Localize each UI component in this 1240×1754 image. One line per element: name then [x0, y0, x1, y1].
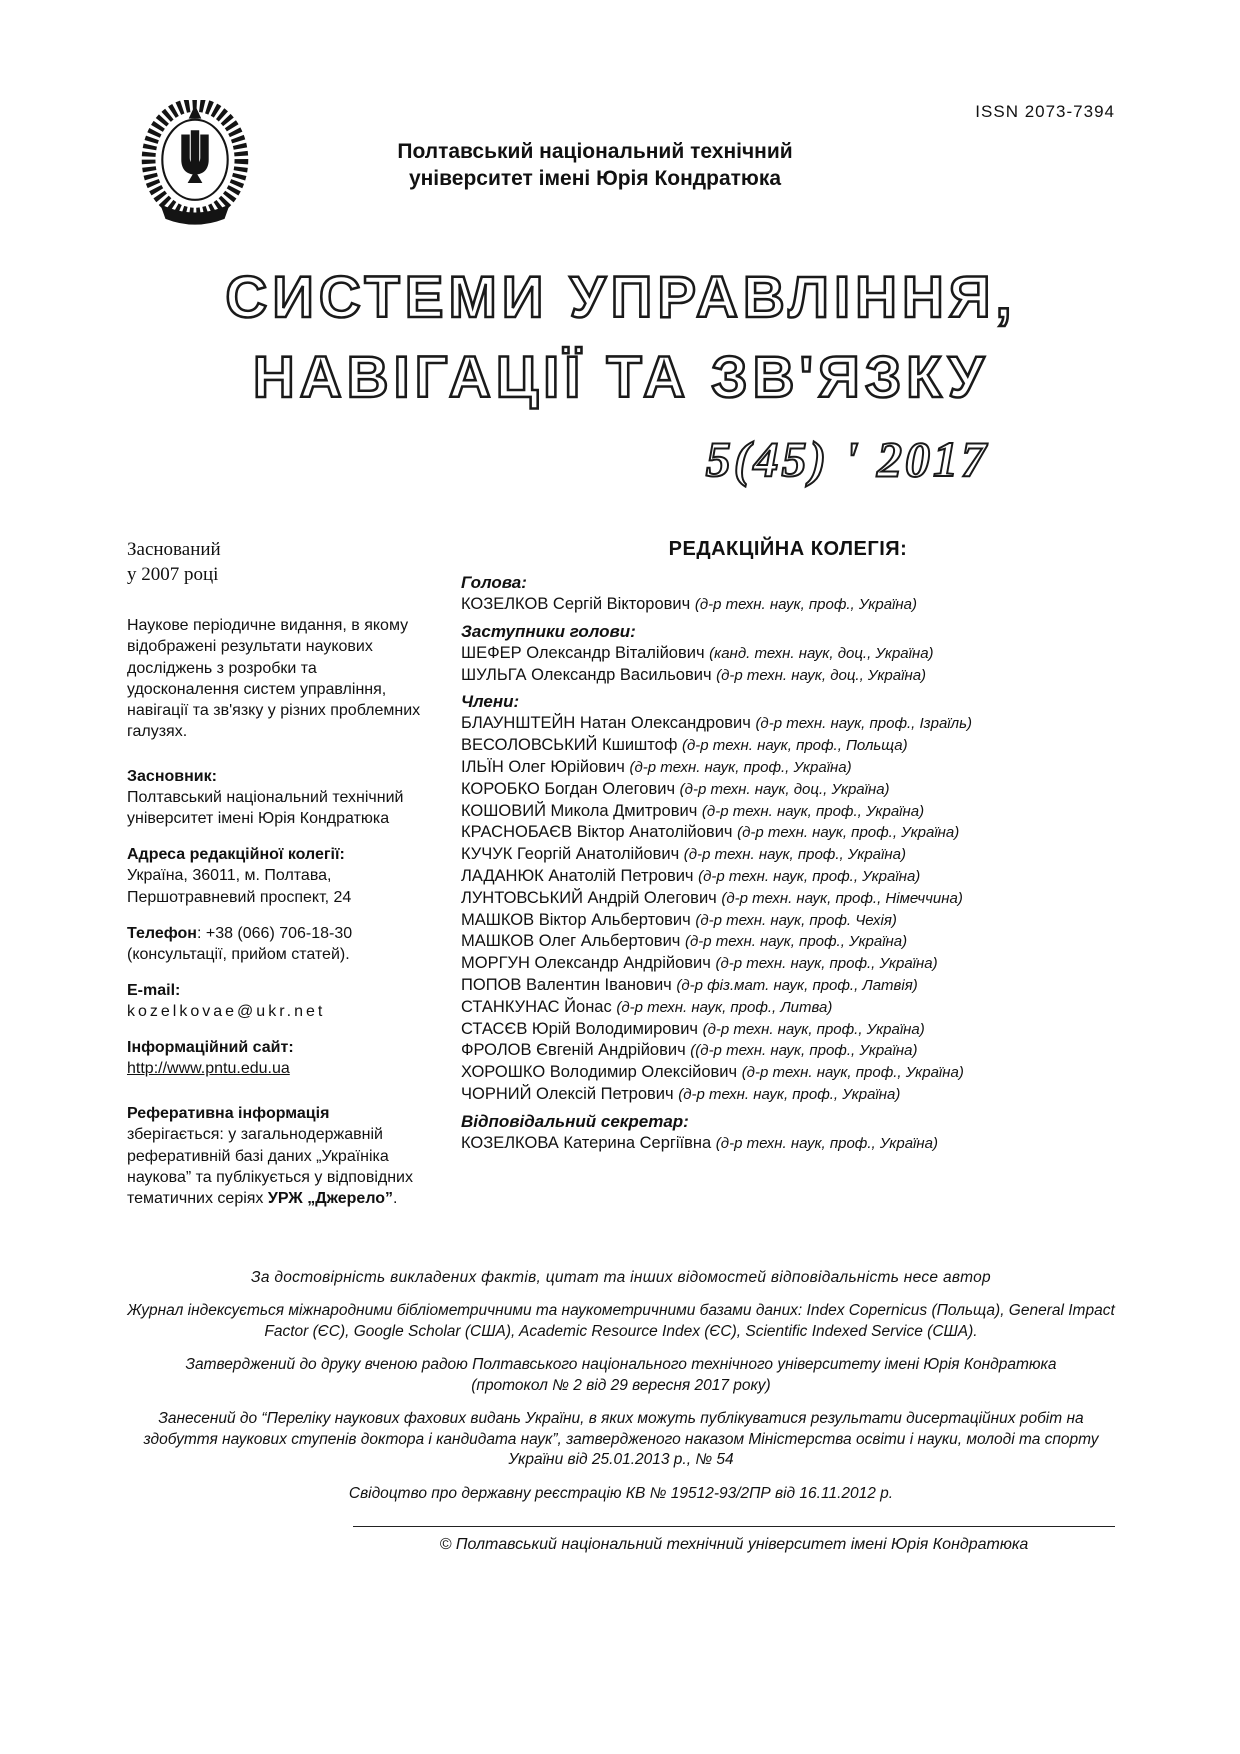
member-info: (д-р техн. наук, проф., Литва): [616, 998, 833, 1016]
member-info: (д-р техн. наук, проф., Німеччина): [721, 889, 963, 907]
member-name: КОЗЕЛКОВ Сергій Вікторович: [461, 595, 691, 613]
member-info: (д-р техн. наук, проф., Україна): [698, 867, 921, 885]
member-info: ((д-р техн. наук, проф., Україна): [690, 1042, 918, 1060]
member-info: (д-р техн. наук, проф., Україна): [737, 824, 960, 842]
board-member: [461, 822, 1115, 844]
member-name: ЛУНТОВСЬКИЙ Андрій Олегович: [461, 888, 717, 907]
member-info: (д-р техн. наук, проф., Польща): [682, 737, 908, 755]
main-columns: [127, 538, 1115, 1224]
member-info: (д-р фіз.мат. наук, проф., Латвія): [676, 976, 918, 994]
member-info: (д-р техн. наук, доц., Україна): [716, 666, 927, 684]
member-name: ШЕФЕР Олександр Віталійович: [461, 643, 705, 662]
founded-line1: Заснований: [127, 539, 221, 560]
university-emblem-icon: [137, 100, 253, 228]
members-label: Члени:: [461, 692, 520, 712]
secretary-label: Відповідальний секретар:: [461, 1111, 689, 1131]
address-text: Україна, 36011, м. Полтава, Першотравневий проспект, 24: [127, 867, 352, 906]
board-member: [461, 866, 1115, 888]
founder-text: Полтавський національний технічний університет імені Юрія Кондратюка: [127, 789, 404, 828]
member-info: (д-р техн. наук, проф., Україна): [678, 1085, 901, 1103]
members-list: [461, 713, 1115, 1105]
phone-note: (консультації, прийом статей).: [127, 945, 350, 963]
member-info: (д-р техн. наук, проф., Україна): [701, 802, 925, 820]
footer: [127, 1268, 1115, 1555]
member-name: МАШКОВ Віктор Альбертович: [461, 910, 691, 929]
member-name: ЧОРНИЙ Олексій Петрович: [461, 1084, 674, 1103]
founder-label: Засновник:: [127, 768, 217, 786]
head-label: Голова:: [461, 573, 527, 592]
member-name: ЛАДАНЮК Анатолій Петрович: [461, 866, 694, 885]
abstract-info-block: [127, 1103, 425, 1209]
left-column: [127, 538, 425, 1224]
editorial-board-heading: РЕДАКЦІЙНА КОЛЕГІЯ:: [668, 538, 908, 560]
board-member: [461, 779, 1115, 801]
member-name: КОРОБКО Богдан Олегович: [461, 779, 676, 798]
member-name: КОЗЕЛКОВА Катерина Сергіївна: [461, 1133, 712, 1152]
address-block: [127, 844, 425, 907]
board-member: [461, 997, 1115, 1019]
website-link[interactable]: http://www.pntu.edu.ua: [127, 1060, 290, 1078]
board-member: [461, 757, 1115, 779]
member-info: (д-р техн. наук, проф., Україна): [702, 1020, 925, 1038]
member-name: ІЛЬЇН Олег Юрійович: [461, 757, 625, 776]
copyright-block: [353, 1526, 1115, 1555]
board-member: [461, 801, 1115, 823]
phone-block: [127, 923, 425, 965]
deputies-list: [461, 643, 1115, 687]
member-info: (д-р техн. наук, проф., Україна): [683, 846, 906, 864]
university-name-line1: Полтавський національний технічний: [397, 140, 793, 163]
board-member: [461, 1062, 1115, 1084]
member-info: (д-р техн. наук, проф., Україна): [715, 1134, 938, 1152]
member-info: (д-р техн. наук, проф., Ізраїль): [755, 715, 972, 733]
member-name: МОРГУН Олександр Андрійович: [461, 954, 711, 973]
member-info: (д-р техн. наук, доц., Україна): [679, 780, 890, 798]
member-info: (д-р техн. наук, проф., Україна): [694, 596, 917, 613]
board-member: [461, 665, 1115, 687]
header: [127, 96, 1115, 538]
member-name: ВЕСОЛОВСЬКИЙ Кшиштоф: [461, 736, 678, 755]
member-name: КУЧУК Георгій Анатолійович: [461, 845, 680, 864]
website-label: Інформаційний сайт:: [127, 1039, 294, 1057]
website-block: [127, 1037, 425, 1079]
phone-label: Телефон: [127, 924, 197, 942]
board-member: [461, 910, 1115, 932]
issn-number: ISSN 2073-7394: [975, 102, 1115, 121]
member-info: (д-р техн. наук, проф., Україна): [715, 955, 938, 973]
member-name: ШУЛЬГА Олександр Васильович: [461, 665, 712, 684]
member-info: (д-р техн. наук, проф. Чехія): [695, 911, 897, 929]
email-block: [127, 980, 425, 1022]
founded-line2: у 2007 році: [127, 563, 219, 585]
university-name: [275, 138, 915, 193]
founder-block: [127, 766, 425, 829]
member-info: (д-р техн. наук, проф., Україна): [684, 933, 908, 951]
abstract-label: Реферативна інформація: [127, 1105, 330, 1123]
member-info: (канд. техн. наук, доц., Україна): [709, 644, 934, 662]
board-member: [461, 1040, 1115, 1062]
board-member: [461, 1019, 1115, 1041]
member-name: ФРОЛОВ Євгеній Андрійович: [461, 1041, 686, 1060]
member-name: КРАСНОБАЄВ Віктор Анатолійович: [461, 823, 733, 842]
board-member: [461, 594, 1115, 616]
board-member: [461, 1133, 1115, 1155]
member-info: (д-р техн. наук, проф., Україна): [741, 1064, 964, 1082]
listing-text: Занесений до “Переліку наукових фахових видань України, в яких можуть публікуватися результати дисертаційних робіт на здобуття наукових ступенів доктора і кандидата наук”, затвердженого наказом Міністерства освіти і науки, молоді та спорту України від 25.01.2013 р., № 54: [143, 1410, 1099, 1469]
member-info: (д-р техн. наук, проф., Україна): [629, 758, 852, 776]
journal-title-line2: НАВІГАЦІЇ ТА ЗВ'ЯЗКУ: [252, 345, 990, 410]
disclaimer-text: За достовірність викладених фактів, цитат та інших відомостей відповідальність несе автор: [251, 1268, 991, 1286]
board-member: [461, 643, 1115, 665]
member-name: СТАСЄВ Юрій Володимирович: [461, 1019, 699, 1038]
member-name: ХОРОШКО Володимир Олексійович: [461, 1063, 738, 1082]
board-member: [461, 1084, 1115, 1106]
member-name: КОШОВИЙ Микола Дмитрович: [461, 801, 698, 820]
founded-note: [127, 538, 425, 587]
abstract-series: УРЖ „Джерело”: [267, 1189, 394, 1207]
issue-number: 5(45) ' 2017: [705, 431, 989, 487]
journal-title: [127, 258, 1115, 418]
board-member: [461, 713, 1115, 735]
member-name: СТАНКУНАС Йонас: [461, 997, 612, 1016]
abstract-dot: .: [393, 1189, 398, 1207]
journal-title-line1: СИСТЕМИ УПРАВЛІННЯ,: [225, 265, 1017, 330]
abstract-text: зберігається: у загальнодержавній реферативній базі даних „Україніка наукова” та публікується у відповідних тематичних серіях: [127, 1126, 413, 1207]
board-member: [461, 844, 1115, 866]
board-member: [461, 888, 1115, 910]
about-text: Наукове періодичне видання, в якому відображені результати наукових досліджень з розробки та удосконалення систем управління, навігації та зв'язку у різних проблемних галузях.: [127, 617, 421, 740]
indexing-text: Журнал індексується міжнародними бібліометричними та наукометричними базами даних: Index Copernicus (Польща), General Impact Factor (ЄС), Google Scholar (США), Academic Resource Index (ЄС), Scientific Indexed Service (США).: [127, 1302, 1115, 1340]
editorial-board: [461, 538, 1115, 1224]
member-name: МАШКОВ Олег Альбертович: [461, 932, 681, 951]
address-label: Адреса редакційної колегії:: [127, 846, 345, 864]
deputies-label: Заступники голови:: [461, 621, 636, 641]
board-member: [461, 975, 1115, 997]
board-member: [461, 931, 1115, 953]
phone-value: : +38 (066) 706-18-30: [196, 924, 353, 942]
email-label: E-mail:: [127, 981, 181, 999]
copyright-text: © Полтавський національний технічний університет імені Юрія Кондратюка: [439, 1535, 1029, 1553]
email-value: kozelkovae@ukr.net: [127, 1003, 326, 1021]
certificate-text: Свідоцтво про державну реєстрацію КВ № 19512-93/2ПР від 16.11.2012 р.: [348, 1484, 894, 1502]
member-name: ПОПОВ Валентин Іванович: [461, 975, 672, 994]
university-name-line2: університет імені Юрія Кондратюка: [408, 167, 782, 191]
approval-text: Затверджений до друку вченою радою Полтавського національного технічного університету імені Юрія Кондратюка (протокол № 2 від 29 вересня 2017 року): [185, 1356, 1057, 1394]
board-member: [461, 953, 1115, 975]
member-name: БЛАУНШТЕЙН Натан Олександрович: [461, 714, 751, 733]
board-member: [461, 735, 1115, 757]
